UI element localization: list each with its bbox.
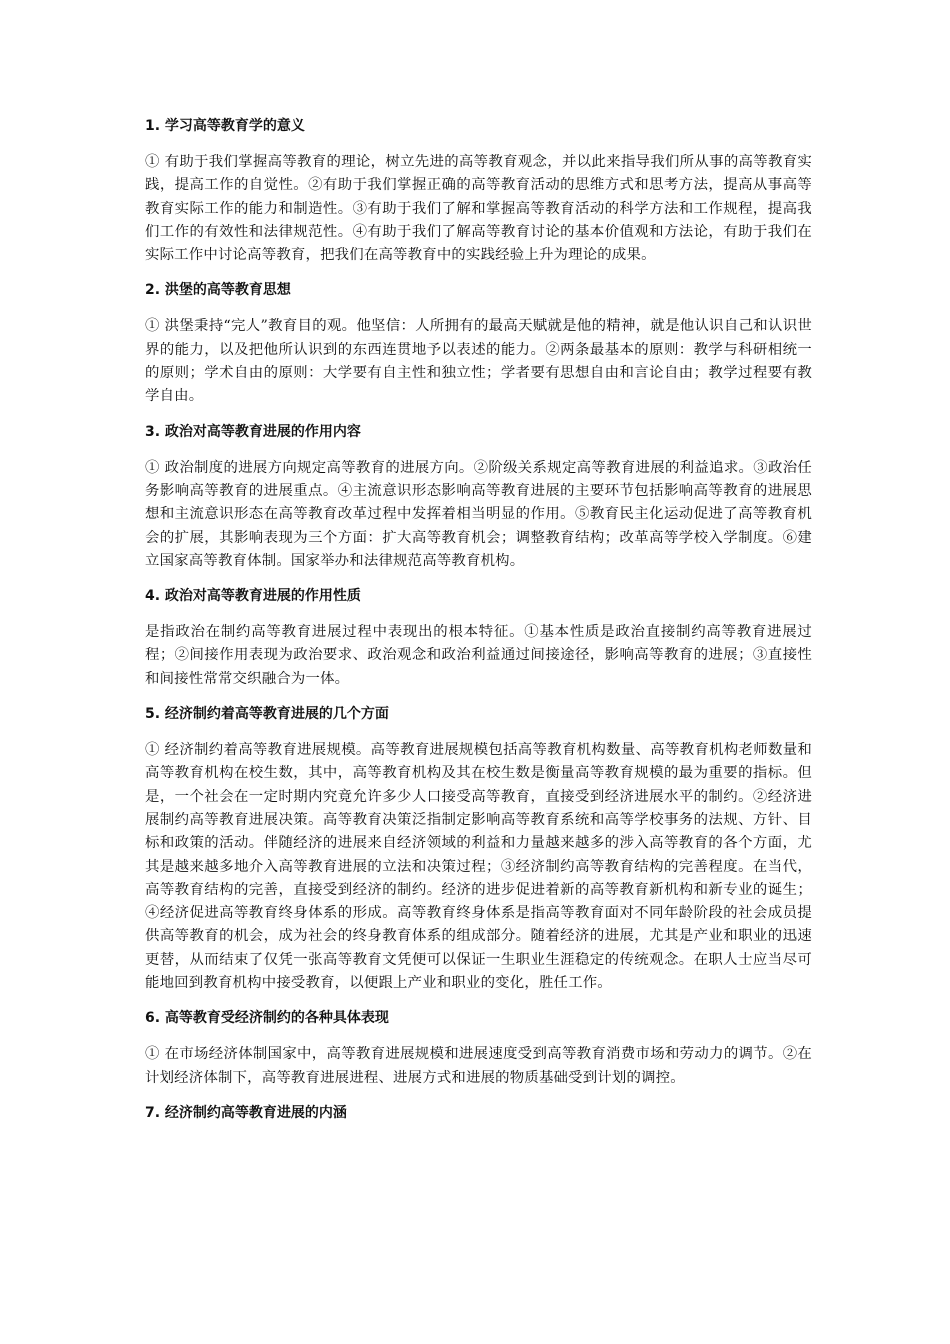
section-body: ① 在市场经济体制国家中，高等教育进展规模和进展速度受到高等教育消费市场和劳动力的调节。②在计划经济体制下，高等教育进展进程、进展方式和进展的物质基础受到计划的调控。 — [145, 1046, 812, 1086]
section-5 — [145, 704, 812, 995]
section-1 — [145, 116, 812, 267]
section-2 — [145, 280, 812, 408]
section-body: ① 政治制度的进展方向规定高等教育的进展方向。②阶级关系规定高等教育进展的利益追求。③政治任务影响高等教育的进展重点。④主流意识形态影响高等教育进展的主要环节包括影响高等教育的进展思想和主流意识形态在高等教育改革过程中发挥着相当明显的作用。⑤教育民主化运动促进了高等教育机会的扩展，其影响表现为三个方面：扩大高等教育机会；调整教育结构；改革高等学校入学制度。⑥建立国家高等教育体制。国家举办和法律规范高等教育机构。 — [145, 459, 812, 569]
section-heading: 2. 洪堡的高等教育思想 — [145, 282, 291, 299]
section-heading: 5. 经济制约着高等教育进展的几个方面 — [145, 706, 389, 723]
section-heading: 1. 学习高等教育学的意义 — [145, 118, 305, 134]
section-heading: 4. 政治对高等教育进展的作用性质 — [145, 588, 361, 605]
section-body: ① 有助于我们掌握高等教育的理论，树立先进的高等教育观念，并以此来指导我们所从事的高等教育实践，提高工作的自觉性。②有助于我们掌握正确的高等教育活动的思维方式和思考方法，提高从事高等教育实际工作的能力和制造性。③有助于我们了解和掌握高等教育活动的科学方法和工作规程，提高我们工作的有效性和法律规范性。④有助于我们了解高等教育讨论的基本价值观和方法论，有助于我们在实际工作中讨论高等教育，把我们在高等教育中的实践经验上升为理论的成果。 — [145, 154, 812, 264]
section-3 — [145, 422, 812, 573]
section-body: 是指政治在制约高等教育进展过程中表现出的根本特征。①基本性质是政治直接制约高等教育进展过程；②间接作用表现为政治要求、政治观念和政治利益通过间接途径，影响高等教育的进展；③直接性和间接性常常交织融合为一体。 — [145, 624, 812, 687]
section-heading: 6. 高等教育受经济制约的各种具体表现 — [145, 1010, 389, 1027]
section-6 — [145, 1008, 812, 1090]
section-heading: 3. 政治对高等教育进展的作用内容 — [145, 423, 361, 440]
section-heading: 7. 经济制约高等教育进展的内涵 — [145, 1104, 347, 1121]
section-7 — [145, 1103, 812, 1123]
section-body: ① 经济制约着高等教育进展规模。高等教育进展规模包括高等教育机构数量、高等教育机构老师数量和高等教育机构在校生数，其中，高等教育机构及其在校生数是衡量高等教育规模的最为重要的指标。但是，一个社会在一定时期内究竟允许多少人口接受高等教育，直接受到经济进展水平的制约。②经济进展制约高等教育进展决策。高等教育决策泛指制定影响高等教育系统和高等学校事务的法规、方针、目标和政策的活动。伴随经济的进展来自经济领域的利益和力量越来越多的涉入高等教育的各个方面，尤其是越来越多地介入高等教育进展的立法和决策过程；③经济制约高等教育结构的完善程度。在当代，高等教育结构的完善，直接受到经济的制约。经济的进步促进着新的高等教育新机构和新专业的诞生；④经济促进高等教育终身体系的形成。高等教育终身体系是指高等教育面对不同年龄阶段的社会成员提供高等教育的机会，成为社会的终身教育体系的组成部分。随着经济的进展，尤其是产业和职业的迅速更替，从而结束了仅凭一张高等教育文凭便可以保证一生职业生涯稳定的传统观念。在职人士应当尽可能地回到教育机构中接受教育，以便跟上产业和职业的变化，胜任工作。 — [145, 742, 812, 992]
section-4 — [145, 586, 812, 691]
section-body: ① 洪堡秉持“完人”教育目的观。他坚信：人所拥有的最高天赋就是他的精神，就是他认识自己和认识世界的能力，以及把他所认识到的东西连贯地予以表述的能力。②两条最基本的原则：教学与科研相统一的原则；学术自由的原则：大学要有自主性和独立性；学者要有思想自由和言论自由；教学过程要有教学自由。 — [145, 318, 812, 405]
